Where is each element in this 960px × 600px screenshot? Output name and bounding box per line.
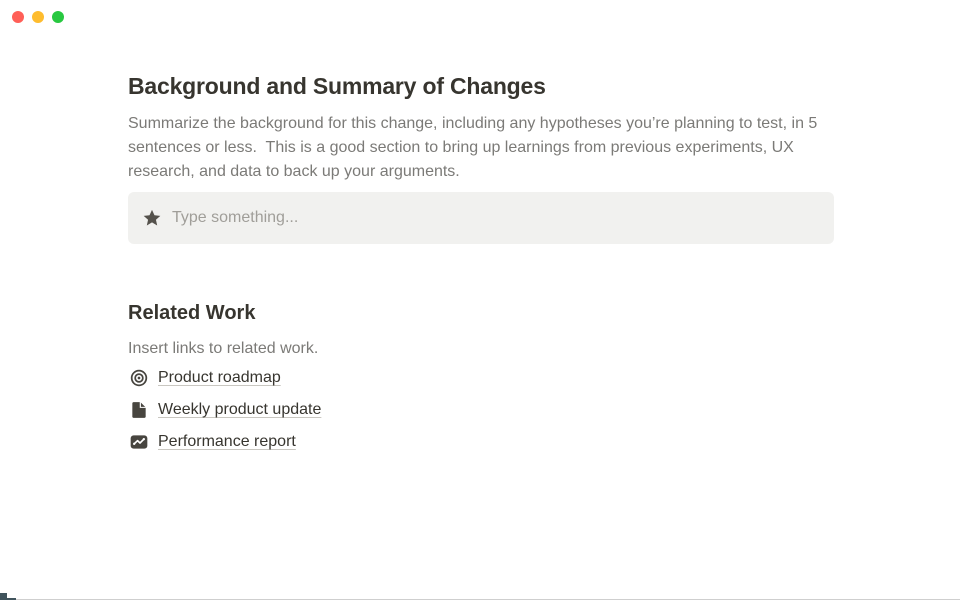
background-description: Summarize the background for this change, including any hypotheses you’re planning to test, in 5 sentences or less. This is a good section to bring up learnings from previous experiments, UX research, and data to back up your arguments. [128,115,822,180]
related-work-description: Insert links to related work. [128,340,319,357]
link-product-roadmap[interactable]: Product roadmap [158,369,281,386]
document-icon [129,400,149,420]
list-item [129,400,321,420]
minimize-button[interactable] [32,11,44,23]
page-title: Background and Summary of Changes [128,73,546,99]
target-icon [129,368,149,388]
related-work-title: Related Work [128,302,256,324]
chart-icon [129,432,149,452]
list-item [129,432,321,452]
prompt-text-input[interactable] [172,192,820,244]
list-item [129,368,321,388]
window-controls [12,11,64,23]
star-icon [142,208,162,228]
prompt-input-box[interactable] [128,192,834,244]
zoom-button[interactable] [52,11,64,23]
close-button[interactable] [12,11,24,23]
link-weekly-product-update[interactable]: Weekly product update [158,401,322,418]
related-work-links [129,368,321,452]
link-performance-report[interactable]: Performance report [158,433,296,450]
